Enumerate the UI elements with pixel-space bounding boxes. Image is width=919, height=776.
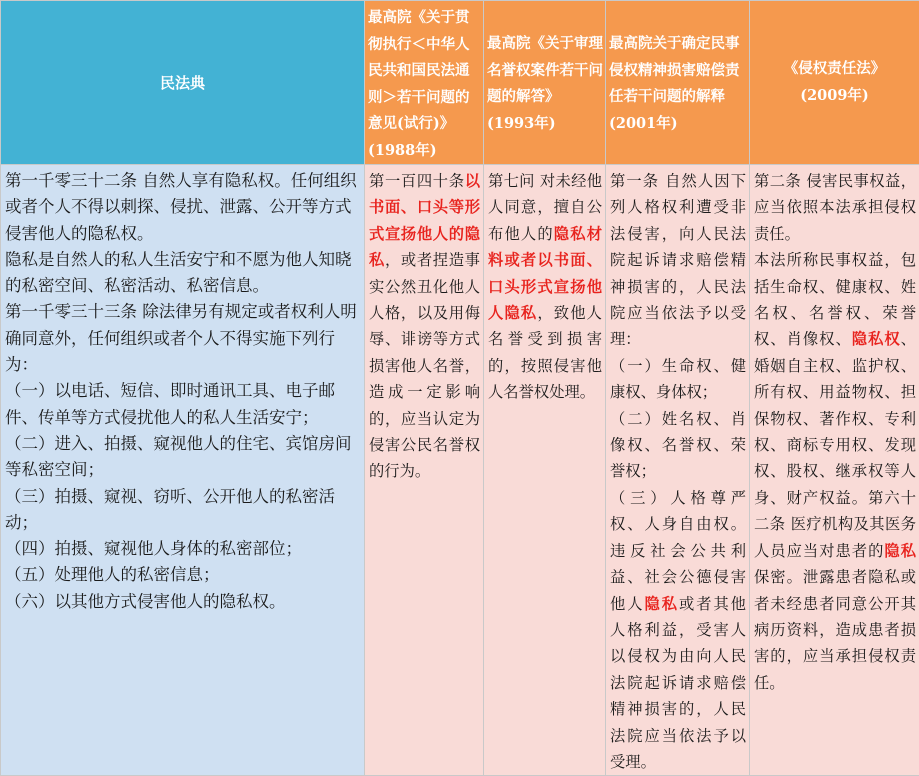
content-row: [1, 165, 919, 776]
civil-code-item-4: （四）拍摄、窥视他人身体的私密部位；: [5, 536, 361, 562]
tort-law-art2-second: [754, 247, 916, 696]
tort-law-art2-second-prefix: 本法所称民事权益，包括生命权、健康权、姓名权、名誉权、荣誉权、肖像权、: [754, 251, 916, 348]
civil-code-art1033: 第一千零三十三条 除法律另有规定或者权利人明确同意外，任何组织或者个人不得实施下列行为：: [5, 299, 361, 378]
header-civil-code: [1, 1, 365, 165]
interpretation-2001-item-3-suffix: 或者其他人格利益，受害人以侵权为由向人民法院起诉请求赔偿精神损害的，人民法院应当依法予以受理。: [610, 595, 746, 771]
opinion-1988-highlight: 以书面、口头等形式宣扬他人的隐私: [369, 172, 480, 269]
civil-code-item-2: （二）进入、拍摄、窥视他人的住宅、宾馆房间等私密空间；: [5, 431, 361, 484]
answer-1993-highlight: 隐私材料或者以书面、口头形式宣扬他人隐私: [488, 225, 602, 322]
civil-code-item-1: （一）以电话、短信、即时通讯工具、电子邮件、传单等方式侵扰他人的私人生活安宁；: [5, 378, 361, 431]
civil-code-item-5: （五）处理他人的私密信息；: [5, 562, 361, 588]
civil-code-art1032: 第一千零三十二条 自然人享有隐私权。任何组织或者个人不得以刺探、侵扰、泄露、公开等方式侵害他人的隐私权。: [5, 168, 361, 247]
header-answer-1993-label: 最高院《关于审理名誉权案件若干问题的解答》(1993年): [487, 35, 603, 132]
interpretation-2001-item-3: [610, 485, 746, 775]
civil-code-item-3: （三）拍摄、窥视、窃听、公开他人的私密活动；: [5, 484, 361, 537]
tort-law-art62-suffix: 保密。泄露患者隐私或者未经患者同意公开其病历资料，造成患者损害的，应当承担侵权责任。: [754, 568, 916, 692]
civil-code-privacy-definition: 隐私是自然人的私人生活安宁和不愿为他人知晓的私密空间、私密活动、私密信息。: [5, 247, 361, 300]
answer-1993-suffix: ，致他人名誉受到损害的，按照侵害他人名誉权处理。: [488, 304, 602, 401]
header-tort-law-2009-year: (2009年): [750, 83, 919, 110]
tort-law-2009-cell: [750, 165, 919, 776]
header-interpretation-2001: [606, 1, 750, 165]
interpretation-2001-item-3-prefix: （三）人格尊严权、人身自由权。违反社会公共利益、社会公德侵害他人: [610, 489, 746, 613]
interpretation-2001-cell: [606, 165, 750, 776]
answer-1993-cell: [484, 165, 606, 776]
header-civil-code-label: 民法典: [160, 74, 205, 92]
civil-code-item-6: （六）以其他方式侵害他人的隐私权。: [5, 589, 361, 615]
tort-law-privacy-right-highlight: 隐私权: [852, 330, 901, 348]
opinion-1988-prefix: 第一百四十条: [369, 172, 465, 190]
opinion-1988-suffix: ，或者捏造事实公然丑化他人人格，以及用侮辱、诽谤等方式损害他人名誉，造成一定影响的，应当认定为侵害公民名誉权的行为。: [369, 251, 480, 480]
header-tort-law-2009: [750, 1, 919, 165]
tort-law-art62-highlight: 隐私: [884, 542, 916, 560]
tort-law-art2-first: 第二条 侵害民事权益，应当依照本法承担侵权责任。: [754, 168, 916, 247]
header-interpretation-2001-label: 最高院关于确定民事侵权精神损害赔偿责任若干问题的解释 (2001年): [609, 35, 740, 132]
tort-law-art2-second-suffix: 、婚姻自主权、监护权、所有权、用益物权、担保物权、著作权、专利权、商标专用权、发现权、股权、继承权等人身、财产权益。第六十二条 医疗机构及其医务人员应当对患者的: [754, 330, 916, 559]
header-opinion-1988-label: 最高院《关于贯彻执行＜中华人民共和国民法通则＞若干问题的意见(试行)》(1988年): [368, 9, 470, 159]
header-opinion-1988: [365, 1, 484, 165]
interpretation-2001-item-1: （一）生命权、健康权、身体权；: [610, 353, 746, 406]
header-tort-law-2009-title: 《侵权责任法》: [750, 56, 919, 83]
header-answer-1993: [484, 1, 606, 165]
interpretation-2001-item-3-highlight: 隐私: [644, 595, 678, 613]
interpretation-2001-intro: 第一条 自然人因下列人格权利遭受非法侵害，向人民法院起诉请求赔偿精神损害的，人民法院应当依法予以受理：: [610, 168, 746, 353]
header-row: [1, 1, 919, 165]
interpretation-2001-item-2: （二）姓名权、肖像权、名誉权、荣誉权；: [610, 406, 746, 485]
opinion-1988-cell: [365, 165, 484, 776]
civil-code-cell: [1, 165, 365, 776]
answer-1993-prefix: 第七问 对未经他人同意，擅自公布他人的: [488, 172, 602, 243]
